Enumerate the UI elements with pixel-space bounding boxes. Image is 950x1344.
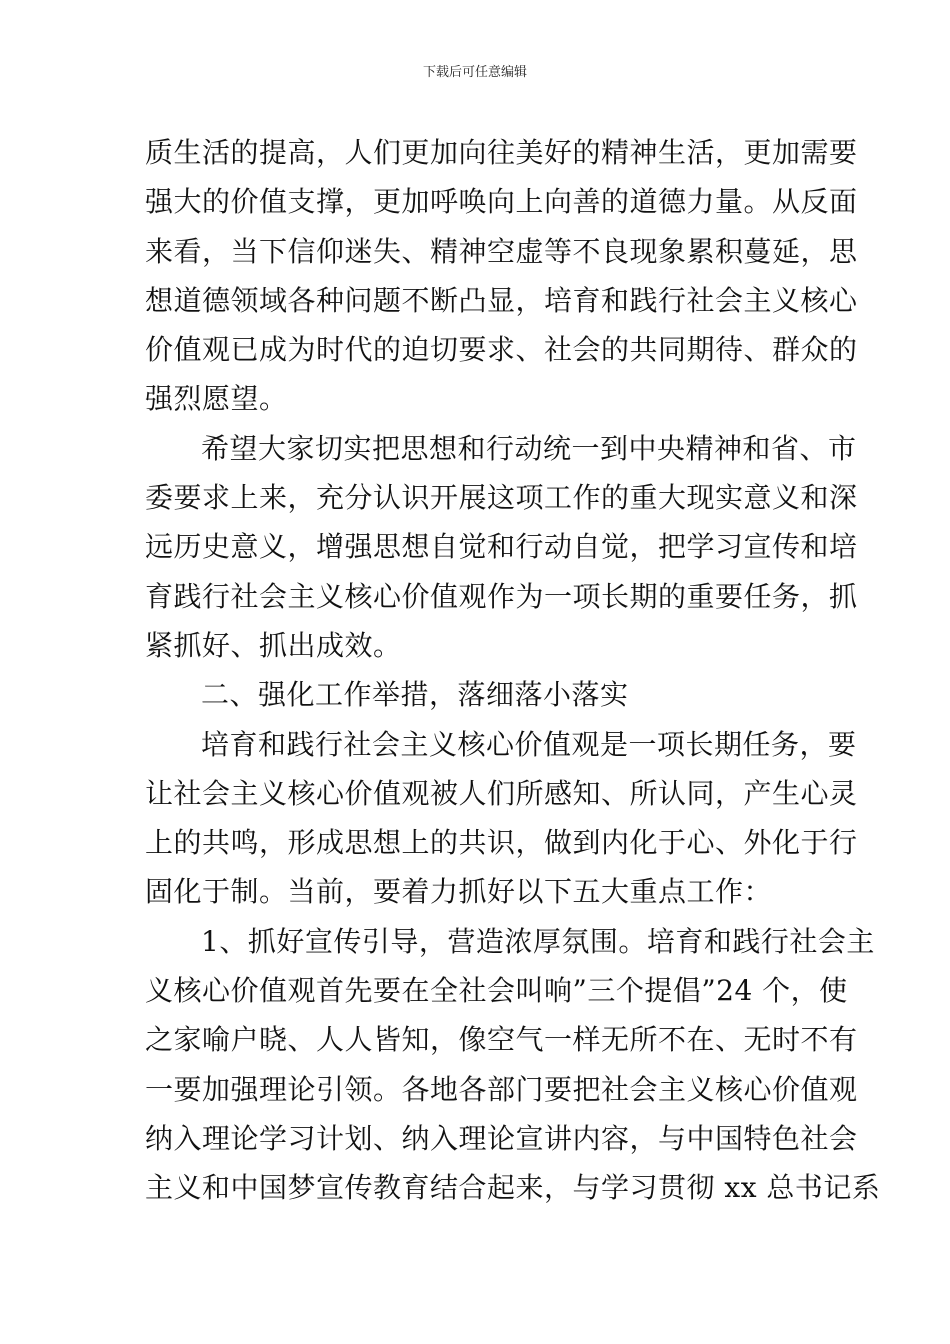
text-line: 培育和践行社会主义核心价值观是一项长期任务，要 bbox=[201, 727, 857, 761]
section-heading: 二、强化工作举措，落细落小落实 bbox=[201, 678, 629, 712]
text-line: 远历史意义，增强思想自觉和行动自觉，把学习宣传和培 bbox=[145, 530, 858, 564]
text-line: 强大的价值支撑，更加呼唤向上向善的道德力量。从反面 bbox=[145, 185, 858, 219]
text-line: 固化于制。当前，要着力抓好以下五大重点工作： bbox=[145, 875, 773, 909]
text-line: 义核心价值观首先要在全社会叫响”三个提倡”24 个，使 bbox=[145, 974, 848, 1008]
text-line: 一要加强理论引领。各地各部门要把社会主义核心价值观 bbox=[145, 1072, 858, 1106]
text-line: 主义和中国梦宣传教育结合起来，与学习贯彻 xx 总书记系 bbox=[145, 1171, 881, 1205]
text-line: 让社会主义核心价值观被人们所感知、所认同，产生心灵 bbox=[145, 776, 858, 810]
text-line: 想道德领域各种问题不断凸显，培育和践行社会主义核心 bbox=[145, 283, 858, 317]
text-line: 之家喻户晓、人人皆知，像空气一样无所不在、无时不有 bbox=[145, 1023, 858, 1057]
page-header: 下载后可任意编辑 bbox=[422, 65, 527, 80]
text-line: 纳入理论学习计划、纳入理论宣讲内容，与中国特色社会 bbox=[145, 1121, 858, 1155]
text-line: 1、抓好宣传引导，营造浓厚氛围。培育和践行社会主 bbox=[201, 924, 875, 958]
text-line: 上的共鸣，形成思想上的共识，做到内化于心、外化于行 bbox=[145, 826, 858, 860]
text-line: 希望大家切实把思想和行动统一到中央精神和省、市 bbox=[201, 431, 857, 465]
text-line: 紧抓好、抓出成效。 bbox=[145, 628, 402, 662]
text-line: 质生活的提高，人们更加向往美好的精神生活，更加需要 bbox=[145, 136, 858, 169]
document-body bbox=[145, 128, 881, 1213]
text-line: 价值观已成为时代的迫切要求、社会的共同期待、群众的 bbox=[145, 333, 858, 367]
text-line: 来看，当下信仰迷失、精神空虚等不良现象累积蔓延，思 bbox=[145, 234, 858, 268]
text-line: 育践行社会主义核心价值观作为一项长期的重要任务，抓 bbox=[145, 579, 858, 613]
text-line: 委要求上来，充分认识开展这项工作的重大现实意义和深 bbox=[145, 481, 858, 515]
text-line: 强烈愿望。 bbox=[145, 382, 288, 416]
